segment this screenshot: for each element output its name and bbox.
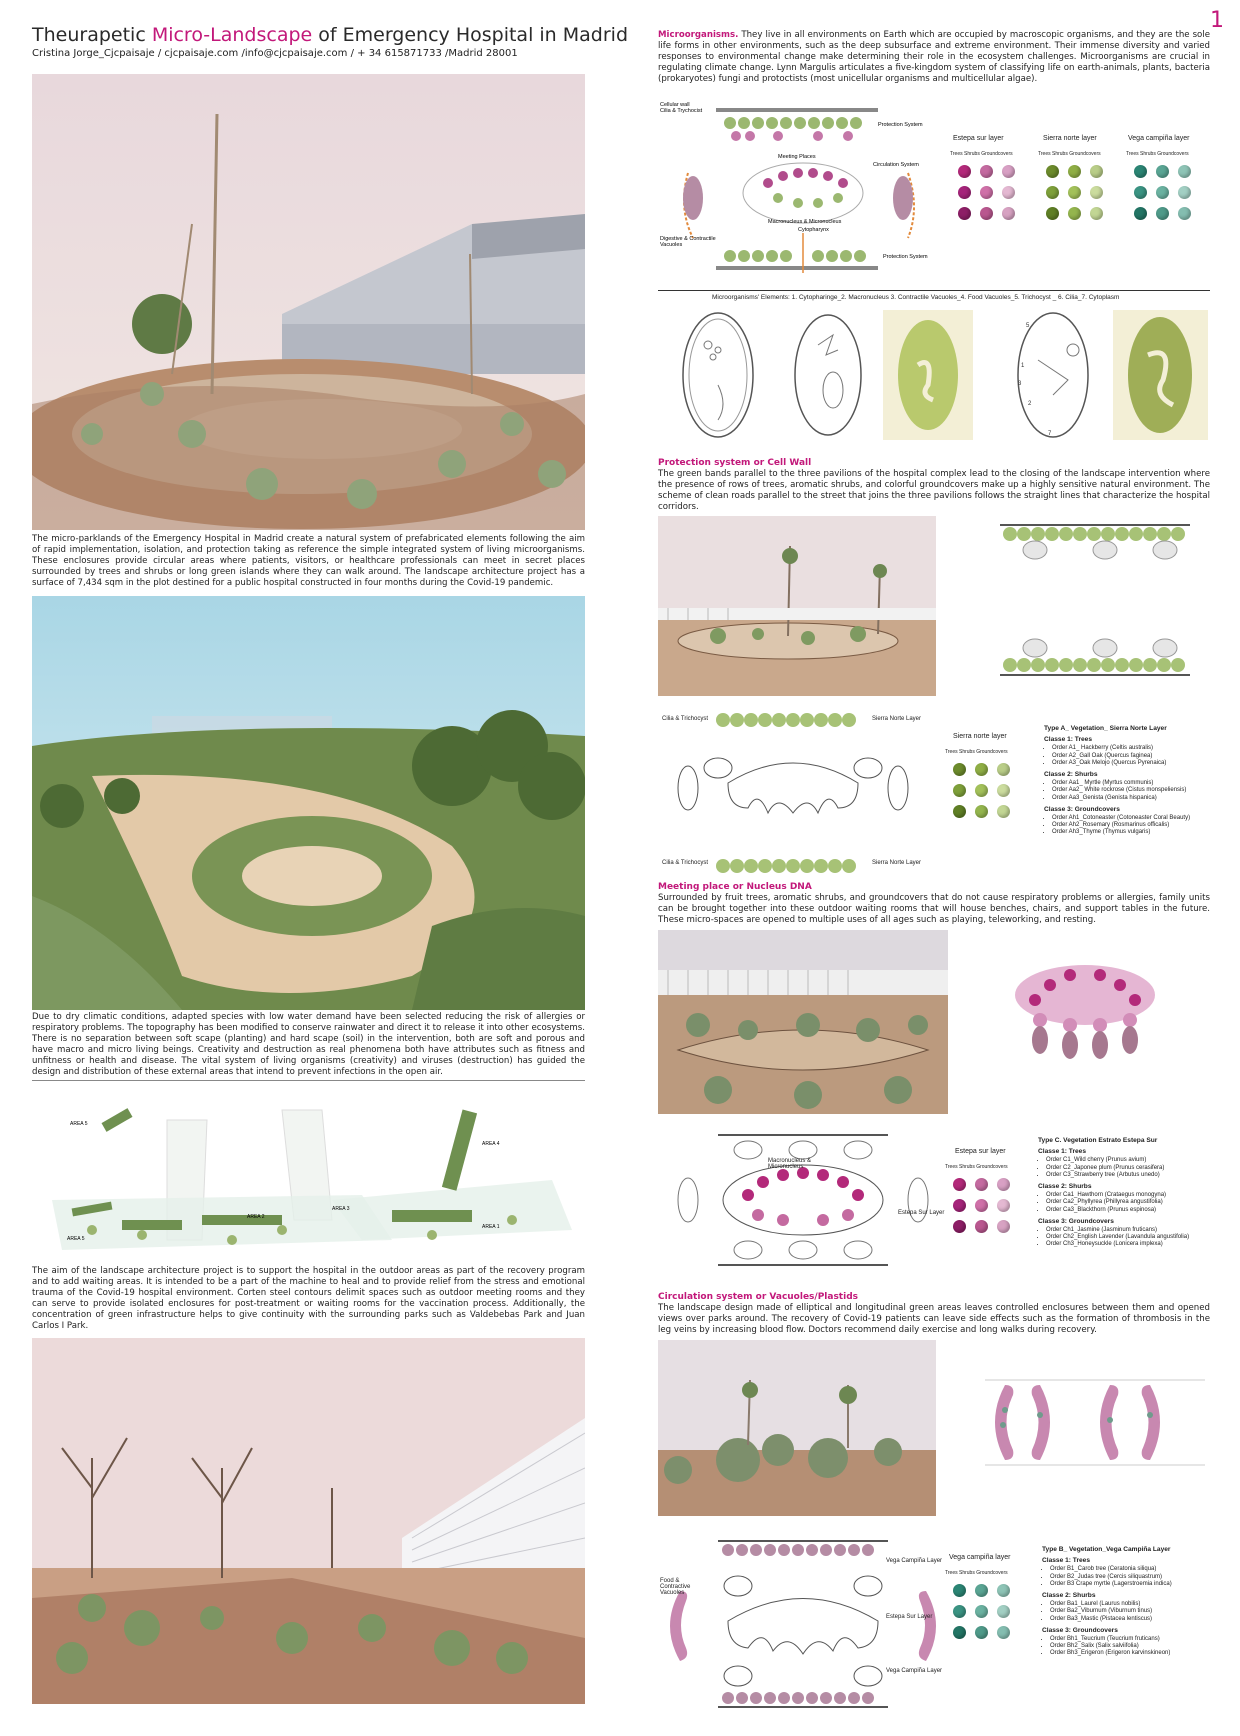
- swatch-cols-vega: Trees Shrubs Groundcovers: [1126, 151, 1189, 157]
- park-photo-2: [32, 1338, 585, 1704]
- label-protection-2: Protection System: [883, 254, 928, 260]
- svg-text:2: 2: [1028, 401, 1032, 407]
- type-a-label-rb: Sierra Norte Layer: [872, 860, 922, 866]
- type-c-label-right: Estepa Sur Layer: [898, 1210, 945, 1216]
- color-swatch: [953, 1584, 966, 1597]
- color-swatch: [953, 763, 966, 776]
- type-b-heading: Type B_ Vegetation_Vega Campiña Layer: [1042, 1546, 1171, 1553]
- label-digestive: Digestive & Contractile: [660, 236, 716, 242]
- circulation-heading: Circulation system or Vacuoles/Plastids: [658, 1292, 858, 1302]
- microorganisms-body: They live in all environments on Earth which are occupied by macroscopic organisms, and they are the sole life forms in other environments, such as the deep subsurface and extreme environment. Their immense diversity and varied responses to environmental change make determining their role in the ecosystem challenges. Microorganisms are crucial in regulating climate change. Lynn Margulis articulates a five-kingdom system of classifying life on earth-animals, plants, bacteria (prokaryotes) fungi and protoctists (most unicellular organisms and multicellular algae).: [658, 30, 1210, 84]
- color-swatch: [975, 1605, 988, 1618]
- type-b-swatches: [945, 1554, 1025, 1664]
- label-protection: Protection System: [878, 122, 923, 128]
- color-swatch: [1090, 186, 1103, 199]
- color-swatch: [1156, 186, 1169, 199]
- type-b-plan: [658, 1536, 948, 1711]
- color-swatch: [1002, 165, 1015, 178]
- title-pre: Theurapetic: [32, 24, 152, 46]
- color-swatch: [1156, 207, 1169, 220]
- meeting-heading: Meeting place or Nucleus DNA: [658, 882, 812, 892]
- park-photo-1: [32, 74, 585, 530]
- class-title: Classe 2: Shurbs: [1038, 1183, 1092, 1191]
- color-swatch: [980, 165, 993, 178]
- label-cytopharynx: Cytopharynx: [798, 227, 829, 233]
- climate-paragraph: Due to dry climatic conditions, adapted species with low water demand have been selected reducing the risk of allergies or respiratory problems. The topography has been modified to conserve rainwater and direct it to release it into other ecosystems. There is no separation between soft scape (planting) and hard scape (soil) in the intervention, both are soft and porous and have macro and micro living beings. Creativity and destruction as real phenomena both have attributes such as fitness and unfitness or health and disease. The vital system of living organisms (creativity) and viruses (destruction) has guided the design and distribution of these external areas that intend to prevent infections in the open air.: [32, 1012, 585, 1077]
- species-list: [1050, 1636, 1214, 1658]
- species-item: • Order Ca3_Blackthorn (Prunus espinosa): [1046, 1207, 1213, 1214]
- park-render: [32, 596, 585, 1010]
- author-contact: Cristina Jorge_Cjcpaisaje / cjcpaisaje.com /info@cjcpaisaje.com / + 34 615871733 /Madrid 28001: [32, 48, 518, 59]
- class-title: Classe 1: Trees: [1044, 736, 1093, 744]
- class-title: Classe 3: Groundcovers: [1042, 1626, 1118, 1634]
- color-swatch: [1068, 165, 1081, 178]
- species-item: • Order Ch1_Jasmine (Jasminum fruticans): [1046, 1227, 1213, 1234]
- species-item: • Order Ca1_Hawthorn (Crataegus monogyna): [1046, 1192, 1213, 1199]
- color-swatch: [1178, 186, 1191, 199]
- type-c-swatch-title: Estepa sur layer: [955, 1148, 1006, 1155]
- swatch-title-vega: Vega campiña layer: [1128, 135, 1190, 142]
- species-item: • Order Aa2_ White rockrose (Cistus monspeliensis): [1052, 787, 1214, 794]
- area-label: AREA 3: [332, 1206, 350, 1212]
- swatch-cols-sierra: Trees Shrubs Groundcovers: [1038, 151, 1101, 157]
- color-swatch: [1134, 186, 1147, 199]
- area-label: AREA 1: [482, 1224, 500, 1230]
- type-b-swatch-title: Vega campiña layer: [949, 1554, 1011, 1561]
- svg-text:7: 7: [1048, 431, 1052, 437]
- nucleus-diagram: [1000, 955, 1170, 1080]
- species-item: • Order Aa3_Genista (Genista hispanica): [1052, 795, 1214, 802]
- svg-text:3: 3: [1018, 381, 1022, 387]
- layer-swatches: [950, 135, 1210, 235]
- color-swatch: [997, 1220, 1010, 1233]
- type-c-heading: Type C. Vegetation Estrato Estepa Sur: [1038, 1137, 1158, 1144]
- color-swatch: [953, 1178, 966, 1191]
- species-item: • Order C1_Wild cherry (Prunus avium): [1046, 1157, 1213, 1164]
- species-item: • Order Ah3_Thyme (Thymus vulgaris): [1052, 829, 1214, 836]
- species-item: • Order A3_Oak Melojo (Quercus Pyrenaica): [1052, 760, 1214, 767]
- species-item: • Order Ah1_Cotoneaster (Cotoneaster Coral Beauty): [1052, 815, 1214, 822]
- protection-heading: Protection system or Cell Wall: [658, 458, 812, 468]
- species-item: • Order Bh2_Salix (Salix salviifolia): [1050, 1643, 1214, 1650]
- protection-band-diagram: [995, 520, 1195, 680]
- area-label: AREA 4: [482, 1141, 500, 1147]
- class-title: Classe 1: Trees: [1038, 1148, 1087, 1156]
- color-swatch: [958, 186, 971, 199]
- type-a-swatches: [945, 733, 1025, 843]
- color-swatch: [975, 1220, 988, 1233]
- type-a-swatch-cols: Trees Shrubs Groundcovers: [945, 749, 1008, 755]
- color-swatch: [1046, 186, 1059, 199]
- type-b-label-left: Food & Contractive Vacuoles: [660, 1578, 691, 1596]
- color-swatch: [1046, 165, 1059, 178]
- species-list: [1046, 1192, 1213, 1214]
- species-item: • Order Ca2_Phyllyrea (Phillyrea angustifolia): [1046, 1199, 1213, 1206]
- area-label: AREA 5: [70, 1121, 88, 1127]
- area-label: AREA 2: [247, 1214, 265, 1220]
- microorganism-system-diagram: [658, 98, 948, 278]
- label-cilia: Cilia & Trychocist: [660, 108, 703, 114]
- color-swatch: [958, 207, 971, 220]
- color-swatch: [953, 1220, 966, 1233]
- color-swatch: [1178, 207, 1191, 220]
- species-list: [1052, 745, 1214, 767]
- svg-text:1: 1: [1021, 363, 1025, 369]
- color-swatch: [1068, 207, 1081, 220]
- title-post: of Emergency Hospital in Madrid: [312, 24, 628, 46]
- color-swatch: [980, 207, 993, 220]
- color-swatch: [958, 165, 971, 178]
- protection-photo: [658, 516, 936, 696]
- vacuoles-diagram: [985, 1370, 1205, 1475]
- color-swatch: [1002, 186, 1015, 199]
- swatch-title-estepa: Estepa sur layer: [953, 135, 1004, 142]
- species-item: • Order Ch3_Honeysuckle (Lonicera implexa): [1046, 1241, 1213, 1248]
- color-swatch: [975, 1178, 988, 1191]
- label-cell-wall: Cellular wall: [660, 102, 690, 108]
- type-b-swatch-cols: Trees Shrubs Groundcovers: [945, 1570, 1008, 1576]
- class-title: Classe 1: Trees: [1042, 1557, 1091, 1565]
- type-b-species-list: [1042, 1546, 1214, 1658]
- type-a-species-list: [1044, 725, 1214, 837]
- type-c-label-nucleus: Macronucleus & Micronucleus: [768, 1158, 812, 1170]
- class-title: Classe 3: Groundcovers: [1038, 1217, 1114, 1225]
- microorganism-drawings: [658, 305, 1210, 445]
- color-swatch: [953, 1199, 966, 1212]
- species-list: [1050, 1566, 1214, 1588]
- microorganisms-paragraph: [658, 30, 1210, 85]
- color-swatch: [997, 784, 1010, 797]
- species-item: • Order Ba3_Mastic (Pistacea lentiscus): [1050, 1616, 1214, 1623]
- swatch-title-sierra: Sierra norte layer: [1043, 135, 1097, 142]
- color-swatch: [997, 1605, 1010, 1618]
- species-item: • Order Bh1_Teucrium (Teucrium fruticans): [1050, 1636, 1214, 1643]
- species-item: • Order A1_ Hackberry (Celtis australis): [1052, 745, 1214, 752]
- species-list: [1046, 1157, 1213, 1179]
- species-item: • Order Aa1_ Myrtle (Myrtus communis): [1052, 780, 1214, 787]
- meeting-photo: [658, 930, 948, 1114]
- species-item: • Order Bh3_Erigeron (Erigeron karvinskineon): [1050, 1650, 1214, 1657]
- species-item: • Order A2_Gall Oak (Quercus faginea): [1052, 753, 1214, 760]
- color-swatch: [953, 1626, 966, 1639]
- aim-paragraph: The aim of the landscape architecture project is to support the hospital in the outdoor areas as part of the recovery program and to add waiting areas. It is intended to be a part of the machine to heal and to provide relief from the stress and emotional trauma of the Covid-19 hospital environment. Corten steel contours delimit spaces such as outdoor meeting rooms and they can serve to provide isolated enclosures for post-treatment or waiting rooms for the vaccination process. Additionally, the concentration of green infrastructure helps to give continuity with the surrounding parks such as Valdebebas Park and Juan Carlos I Park.: [32, 1266, 585, 1331]
- color-swatch: [975, 763, 988, 776]
- label-vacuoles: Vacuoles: [660, 242, 683, 248]
- divider: [32, 1080, 585, 1081]
- class-title: Classe 2: Shurbs: [1044, 771, 1098, 779]
- label-macronucleus: Macronucleus & Micronucleus: [768, 219, 842, 225]
- type-a-label-rt: Sierra Norte Layer: [872, 716, 922, 722]
- type-a-plan: [658, 708, 928, 878]
- color-swatch: [1134, 165, 1147, 178]
- type-b-label-rt: Vega Campiña Layer: [886, 1558, 943, 1564]
- swatch-cols-estepa: Trees Shrubs Groundcovers: [950, 151, 1013, 157]
- type-c-plan: [658, 1130, 948, 1270]
- color-swatch: [1178, 165, 1191, 178]
- class-title: Classe 2: Shurbs: [1042, 1592, 1096, 1600]
- color-swatch: [975, 1199, 988, 1212]
- title-highlight: Micro-Landscape: [151, 24, 313, 46]
- color-swatch: [980, 186, 993, 199]
- species-item: • Order Ba1_Laurel (Laurus nobilis): [1050, 1601, 1214, 1608]
- type-a-label-lb: Cilia & Trichocyst: [662, 860, 709, 866]
- type-c-swatch-cols: Trees Shrubs Groundcovers: [945, 1164, 1008, 1170]
- intro-paragraph: The micro-parklands of the Emergency Hospital in Madrid create a natural system of prefabricated elements following the aim of rapid implementation, isolation, and protection taking as reference the simple integrated system of living microorganisms. These enclosures provide circular areas where patients, visitors, or healthcare professionals can meet in secret places surrounded by trees and shrubs or long green islands where they can walk around. The landscape architecture project has a surface of 7,434 sqm in the plot destined for a public hospital constructed in four months during the Covid-19 pandemic.: [32, 534, 585, 588]
- label-circulation: Circulation System: [873, 162, 919, 168]
- species-list: [1050, 1601, 1214, 1623]
- color-swatch: [1090, 207, 1103, 220]
- page-number: 1: [1210, 8, 1224, 33]
- species-item: • Order B3 Crape myrtle (Lagerstroemia indica): [1050, 1581, 1214, 1588]
- color-swatch: [1156, 165, 1169, 178]
- color-swatch: [997, 1199, 1010, 1212]
- color-swatch: [975, 805, 988, 818]
- color-swatch: [1134, 207, 1147, 220]
- color-swatch: [1090, 165, 1103, 178]
- color-swatch: [997, 1626, 1010, 1639]
- species-list: [1052, 780, 1214, 802]
- type-a-label-lt: Cilia & Trichocyst: [662, 716, 709, 722]
- species-item: • Order Ba2_Viburnum (Viburnum tinus): [1050, 1608, 1214, 1615]
- microorganisms-head: Microorganisms.: [658, 30, 739, 40]
- color-swatch: [953, 805, 966, 818]
- class-list: [1042, 1557, 1214, 1657]
- color-swatch: [953, 1605, 966, 1618]
- species-list: [1052, 815, 1214, 837]
- area-label: AREA 5: [67, 1236, 85, 1242]
- elements-caption: Microorganisms' Elements: 1. Cytopharinge_2. Macronucleus 3. Contractile Vacuoles_4. Food Vacuoles_5. Trichocyst _ 6. Cilia_7. Cytoplasm: [712, 294, 1120, 301]
- label-meeting: Meeting Places: [778, 154, 816, 160]
- species-item: • Order C2_Japonee plum (Prunus cerasifera): [1046, 1165, 1213, 1172]
- site-axonometric: [32, 1090, 585, 1260]
- circulation-photo: [658, 1340, 936, 1516]
- type-a-heading: Type A_ Vegetation_ Sierra Norte Layer: [1044, 725, 1167, 732]
- species-list: [1046, 1227, 1213, 1249]
- species-item: • Order C3_Strawberry tree (Arbutus unedo): [1046, 1172, 1213, 1179]
- class-list: [1044, 736, 1214, 836]
- type-b-label-rm: Estepa Sur Layer: [886, 1614, 933, 1620]
- color-swatch: [997, 1584, 1010, 1597]
- color-swatch: [997, 763, 1010, 776]
- color-swatch: [1068, 186, 1081, 199]
- meeting-paragraph: Surrounded by fruit trees, aromatic shrubs, and groundcovers that do not cause respiratory problems or allergies, family units can be brought together into these outdoor waiting rooms that will house benches, chairs, and support tables in the future. These micro-spaces are opened to multiple uses of all ages such as playing, teleworking, and resting.: [658, 893, 1210, 925]
- class-list: [1038, 1148, 1213, 1248]
- page-title: [32, 24, 628, 46]
- color-swatch: [975, 784, 988, 797]
- type-a-swatch-title: Sierra norte layer: [953, 733, 1007, 740]
- type-c-swatches: [945, 1148, 1025, 1258]
- class-title: Classe 3: Groundcovers: [1044, 805, 1120, 813]
- color-swatch: [975, 1626, 988, 1639]
- svg-text:5: 5: [1026, 323, 1030, 329]
- color-swatch: [1002, 207, 1015, 220]
- color-swatch: [975, 1584, 988, 1597]
- species-item: • Order B2_Judas tree (Cercis siliquastrum): [1050, 1574, 1214, 1581]
- circulation-paragraph: The landscape design made of elliptical and longitudinal green areas leaves controlled enclosures between them and opened views over parks around. The recovery of Covid-19 patients can leave side effects such as the formation of thrombosis in the leg veins by increasing blood flow. Doctors recommend daily exercise and long walks during recovery.: [658, 1303, 1210, 1335]
- color-swatch: [997, 805, 1010, 818]
- species-item: • Order B1_Carob tree (Ceratonia siliqua): [1050, 1566, 1214, 1573]
- type-c-species-list: [1038, 1137, 1213, 1249]
- species-item: • Order Ch2_English Lavender (Lavandula angustifolia): [1046, 1234, 1213, 1241]
- species-item: • Order Ah2_Rosemary (Rosmarinus officalis): [1052, 822, 1214, 829]
- color-swatch: [1046, 207, 1059, 220]
- color-swatch: [997, 1178, 1010, 1191]
- color-swatch: [953, 784, 966, 797]
- protection-paragraph: The green bands parallel to the three pavilions of the hospital complex lead to the closing of the landscape intervention where the presence of rows of trees, aromatic shrubs, and colorful groundcovers make up a highly sensitive natural environment. The scheme of clean roads parallel to the street that joins the three pavilions follows the straight lines that characterize the hospital corridors.: [658, 469, 1210, 512]
- type-b-label-rb: Vega Campiña Layer: [886, 1668, 943, 1674]
- divider: [658, 290, 1210, 291]
